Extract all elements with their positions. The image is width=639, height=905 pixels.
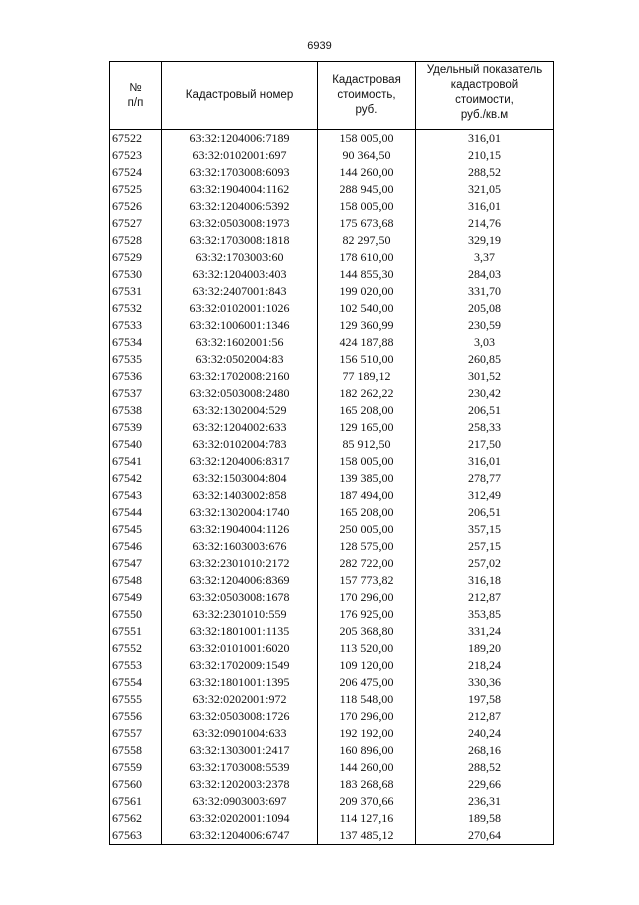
specific-value: 331,24 — [416, 623, 554, 640]
table-row — [110, 181, 554, 198]
cadastral-number: 63:32:1302004:529 — [162, 402, 318, 419]
table-row — [110, 640, 554, 657]
cadastral-number: 63:32:1904004:1162 — [162, 181, 318, 198]
row-number: 67539 — [110, 419, 162, 436]
cadastral-number: 63:32:1602001:56 — [162, 334, 318, 351]
cadastral-value: 176 925,00 — [318, 606, 416, 623]
table-row — [110, 300, 554, 317]
row-number: 67554 — [110, 674, 162, 691]
specific-value: 206,51 — [416, 504, 554, 521]
cadastral-number: 63:32:1503004:804 — [162, 470, 318, 487]
table-row — [110, 266, 554, 283]
cadastral-number: 63:32:1204006:8369 — [162, 572, 318, 589]
row-number: 67547 — [110, 555, 162, 572]
cadastral-value: 118 548,00 — [318, 691, 416, 708]
cadastral-value: 144 260,00 — [318, 164, 416, 181]
cadastral-number: 63:32:1204003:403 — [162, 266, 318, 283]
page-number: 6939 — [307, 40, 332, 52]
cadastral-value: 158 005,00 — [318, 453, 416, 470]
cadastral-value: 158 005,00 — [318, 130, 416, 148]
row-number: 67525 — [110, 181, 162, 198]
specific-value: 212,87 — [416, 708, 554, 725]
row-number: 67534 — [110, 334, 162, 351]
cadastral-number: 63:32:2301010:2172 — [162, 555, 318, 572]
specific-value: 321,05 — [416, 181, 554, 198]
cadastral-number: 63:32:0503008:2480 — [162, 385, 318, 402]
cadastral-value: 199 020,00 — [318, 283, 416, 300]
row-number: 67542 — [110, 470, 162, 487]
header-cadastral-number: Кадастровый номер — [162, 62, 318, 130]
specific-value: 278,77 — [416, 470, 554, 487]
row-number: 67550 — [110, 606, 162, 623]
row-number: 67526 — [110, 198, 162, 215]
row-number: 67530 — [110, 266, 162, 283]
row-number: 67544 — [110, 504, 162, 521]
cadastral-value: 170 296,00 — [318, 708, 416, 725]
cadastral-value: 82 297,50 — [318, 232, 416, 249]
cadastral-value: 144 855,30 — [318, 266, 416, 283]
table-row — [110, 351, 554, 368]
cadastral-number: 63:32:1703003:60 — [162, 249, 318, 266]
table-row — [110, 385, 554, 402]
specific-value: 270,64 — [416, 827, 554, 845]
table-row — [110, 334, 554, 351]
cadastral-value: 209 370,66 — [318, 793, 416, 810]
table-row — [110, 623, 554, 640]
cadastral-number: 63:32:1403002:858 — [162, 487, 318, 504]
specific-value: 316,01 — [416, 198, 554, 215]
cadastral-number: 63:32:1302004:1740 — [162, 504, 318, 521]
cadastral-value: 182 262,22 — [318, 385, 416, 402]
specific-value: 229,66 — [416, 776, 554, 793]
cadastral-value: 129 360,99 — [318, 317, 416, 334]
cadastral-value: 288 945,00 — [318, 181, 416, 198]
cadastral-value: 102 540,00 — [318, 300, 416, 317]
cadastral-number: 63:32:2407001:843 — [162, 283, 318, 300]
cadastral-value: 183 268,68 — [318, 776, 416, 793]
table-row — [110, 810, 554, 827]
cadastral-value: 170 296,00 — [318, 589, 416, 606]
specific-value: 284,03 — [416, 266, 554, 283]
specific-value: 205,08 — [416, 300, 554, 317]
table-row — [110, 130, 554, 148]
row-number: 67531 — [110, 283, 162, 300]
cadastral-number: 63:32:0202001:1094 — [162, 810, 318, 827]
specific-value: 329,19 — [416, 232, 554, 249]
cadastral-value: 128 575,00 — [318, 538, 416, 555]
row-number: 67560 — [110, 776, 162, 793]
specific-value: 258,33 — [416, 419, 554, 436]
cadastral-value: 77 189,12 — [318, 368, 416, 385]
row-number: 67529 — [110, 249, 162, 266]
cadastral-value: 85 912,50 — [318, 436, 416, 453]
cadastral-number: 63:32:0102004:783 — [162, 436, 318, 453]
table-row — [110, 215, 554, 232]
cadastral-number: 63:32:1303001:2417 — [162, 742, 318, 759]
row-number: 67540 — [110, 436, 162, 453]
table-row — [110, 164, 554, 181]
cadastral-number: 63:32:0502004:83 — [162, 351, 318, 368]
specific-value: 3,37 — [416, 249, 554, 266]
specific-value: 210,15 — [416, 147, 554, 164]
table-row — [110, 317, 554, 334]
cadastral-value: 205 368,80 — [318, 623, 416, 640]
cadastral-number: 63:32:0503008:1678 — [162, 589, 318, 606]
cadastral-value: 158 005,00 — [318, 198, 416, 215]
cadastral-number: 63:32:1702008:2160 — [162, 368, 318, 385]
cadastral-value: 187 494,00 — [318, 487, 416, 504]
cadastral-value: 250 005,00 — [318, 521, 416, 538]
cadastral-number: 63:32:1801001:1395 — [162, 674, 318, 691]
row-number: 67557 — [110, 725, 162, 742]
table-row — [110, 521, 554, 538]
table-row — [110, 453, 554, 470]
cadastral-number: 63:32:0102001:697 — [162, 147, 318, 164]
specific-value: 257,15 — [416, 538, 554, 555]
row-number: 67528 — [110, 232, 162, 249]
specific-value: 301,52 — [416, 368, 554, 385]
header-specific-value: Удельный показатель кадастровой стоимости, руб./кв.м — [416, 62, 554, 130]
table-row — [110, 606, 554, 623]
table-row — [110, 725, 554, 742]
cadastral-number: 63:32:1202003:2378 — [162, 776, 318, 793]
specific-value: 288,52 — [416, 164, 554, 181]
row-number: 67532 — [110, 300, 162, 317]
row-number: 67546 — [110, 538, 162, 555]
cadastral-value: 109 120,00 — [318, 657, 416, 674]
cadastral-value: 282 722,00 — [318, 555, 416, 572]
row-number: 67561 — [110, 793, 162, 810]
cadastral-number: 63:32:1204006:7189 — [162, 130, 318, 148]
row-number: 67538 — [110, 402, 162, 419]
cadastral-number: 63:32:1204006:8317 — [162, 453, 318, 470]
cadastral-number: 63:32:0903003:697 — [162, 793, 318, 810]
table-row — [110, 657, 554, 674]
table-row — [110, 793, 554, 810]
row-number: 67556 — [110, 708, 162, 725]
table-row — [110, 368, 554, 385]
table-row — [110, 487, 554, 504]
cadastral-value: 165 208,00 — [318, 402, 416, 419]
cadastral-number: 63:32:1801001:1135 — [162, 623, 318, 640]
cadastral-value: 90 364,50 — [318, 147, 416, 164]
cadastral-value: 424 187,88 — [318, 334, 416, 351]
cadastral-number: 63:32:1204006:6747 — [162, 827, 318, 845]
cadastral-value: 156 510,00 — [318, 351, 416, 368]
cadastral-value: 178 610,00 — [318, 249, 416, 266]
specific-value: 316,18 — [416, 572, 554, 589]
specific-value: 316,01 — [416, 453, 554, 470]
row-number: 67558 — [110, 742, 162, 759]
cadastral-number: 63:32:1703008:1818 — [162, 232, 318, 249]
table-row — [110, 538, 554, 555]
specific-value: 288,52 — [416, 759, 554, 776]
table-body — [110, 130, 554, 845]
cadastral-number: 63:32:1702009:1549 — [162, 657, 318, 674]
row-number: 67522 — [110, 130, 162, 148]
table-row — [110, 827, 554, 845]
cadastral-number: 63:32:1703008:5539 — [162, 759, 318, 776]
table-row — [110, 691, 554, 708]
cadastral-number: 63:32:1006001:1346 — [162, 317, 318, 334]
specific-value: 214,76 — [416, 215, 554, 232]
specific-value: 189,58 — [416, 810, 554, 827]
table-row — [110, 249, 554, 266]
specific-value: 230,59 — [416, 317, 554, 334]
cadastral-number: 63:32:0101001:6020 — [162, 640, 318, 657]
cadastral-number: 63:32:1603003:676 — [162, 538, 318, 555]
row-number: 67551 — [110, 623, 162, 640]
cadastral-number: 63:32:0102001:1026 — [162, 300, 318, 317]
table-row — [110, 198, 554, 215]
row-number: 67559 — [110, 759, 162, 776]
specific-value: 217,50 — [416, 436, 554, 453]
specific-value: 218,24 — [416, 657, 554, 674]
row-number: 67527 — [110, 215, 162, 232]
cadastral-number: 63:32:1703008:6093 — [162, 164, 318, 181]
cadastral-value: 139 385,00 — [318, 470, 416, 487]
cadastral-value: 113 520,00 — [318, 640, 416, 657]
cadastral-value: 144 260,00 — [318, 759, 416, 776]
cadastral-number: 63:32:0901004:633 — [162, 725, 318, 742]
table-row — [110, 283, 554, 300]
table-row — [110, 708, 554, 725]
table-row — [110, 572, 554, 589]
cadastral-table — [109, 61, 554, 845]
cadastral-value: 129 165,00 — [318, 419, 416, 436]
specific-value: 316,01 — [416, 130, 554, 148]
specific-value: 353,85 — [416, 606, 554, 623]
specific-value: 357,15 — [416, 521, 554, 538]
cadastral-value: 160 896,00 — [318, 742, 416, 759]
cadastral-value: 206 475,00 — [318, 674, 416, 691]
cadastral-value: 165 208,00 — [318, 504, 416, 521]
row-number: 67553 — [110, 657, 162, 674]
table-row — [110, 555, 554, 572]
table-row — [110, 232, 554, 249]
cadastral-number: 63:32:0503008:1726 — [162, 708, 318, 725]
table-row — [110, 674, 554, 691]
table-row — [110, 504, 554, 521]
specific-value: 197,58 — [416, 691, 554, 708]
cadastral-number: 63:32:0202001:972 — [162, 691, 318, 708]
row-number: 67552 — [110, 640, 162, 657]
specific-value: 189,20 — [416, 640, 554, 657]
table-header-row — [110, 62, 554, 130]
row-number: 67562 — [110, 810, 162, 827]
table-row — [110, 589, 554, 606]
specific-value: 331,70 — [416, 283, 554, 300]
cadastral-value: 175 673,68 — [318, 215, 416, 232]
specific-value: 212,87 — [416, 589, 554, 606]
row-number: 67563 — [110, 827, 162, 845]
header-number: № п/п — [110, 62, 162, 130]
table-row — [110, 436, 554, 453]
cadastral-value: 192 192,00 — [318, 725, 416, 742]
specific-value: 236,31 — [416, 793, 554, 810]
row-number: 67555 — [110, 691, 162, 708]
row-number: 67543 — [110, 487, 162, 504]
cadastral-value: 114 127,16 — [318, 810, 416, 827]
table-row — [110, 147, 554, 164]
specific-value: 312,49 — [416, 487, 554, 504]
row-number: 67535 — [110, 351, 162, 368]
specific-value: 268,16 — [416, 742, 554, 759]
cadastral-number: 63:32:1904004:1126 — [162, 521, 318, 538]
row-number: 67533 — [110, 317, 162, 334]
specific-value: 260,85 — [416, 351, 554, 368]
table-row — [110, 419, 554, 436]
cadastral-number: 63:32:2301010:559 — [162, 606, 318, 623]
cadastral-number: 63:32:0503008:1973 — [162, 215, 318, 232]
specific-value: 230,42 — [416, 385, 554, 402]
row-number: 67549 — [110, 589, 162, 606]
table-row — [110, 776, 554, 793]
cadastral-value: 157 773,82 — [318, 572, 416, 589]
cadastral-number: 63:32:1204002:633 — [162, 419, 318, 436]
specific-value: 206,51 — [416, 402, 554, 419]
specific-value: 3,03 — [416, 334, 554, 351]
table-row — [110, 470, 554, 487]
specific-value: 257,02 — [416, 555, 554, 572]
row-number: 67524 — [110, 164, 162, 181]
table-row — [110, 759, 554, 776]
cadastral-number: 63:32:1204006:5392 — [162, 198, 318, 215]
row-number: 67545 — [110, 521, 162, 538]
row-number: 67523 — [110, 147, 162, 164]
header-cadastral-value: Кадастровая стоимость, руб. — [318, 62, 416, 130]
cadastral-value: 137 485,12 — [318, 827, 416, 845]
row-number: 67548 — [110, 572, 162, 589]
row-number: 67537 — [110, 385, 162, 402]
table-row — [110, 742, 554, 759]
specific-value: 240,24 — [416, 725, 554, 742]
row-number: 67536 — [110, 368, 162, 385]
specific-value: 330,36 — [416, 674, 554, 691]
row-number: 67541 — [110, 453, 162, 470]
table-row — [110, 402, 554, 419]
